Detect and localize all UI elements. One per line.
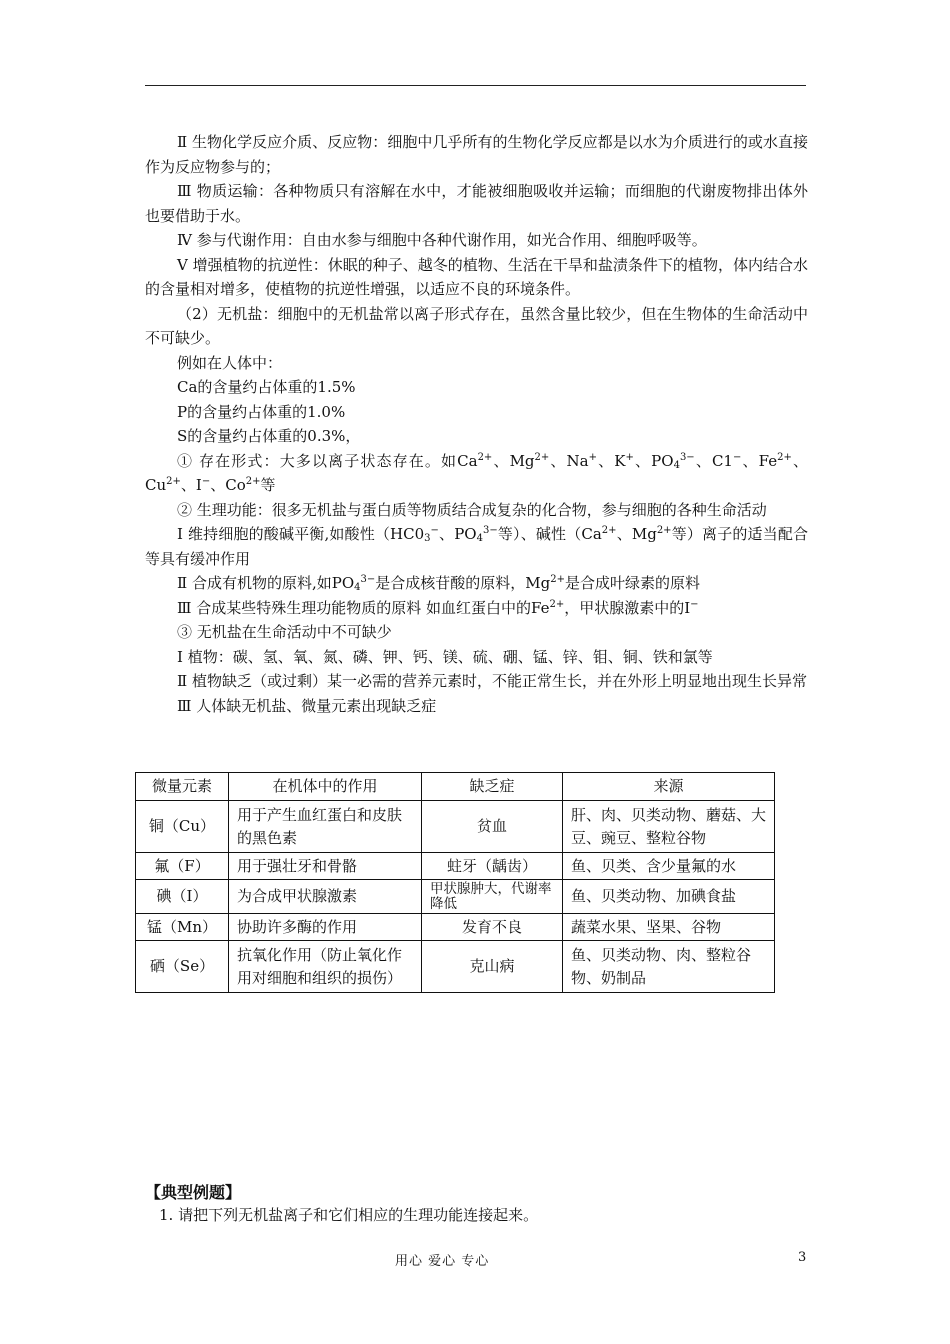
table-cell: 用于强壮牙和骨骼 [229, 853, 422, 880]
table-row [136, 801, 775, 853]
table-cell: 克山病 [422, 941, 563, 993]
paragraph: P的含量约占体重的1.0% [177, 402, 346, 421]
column-header: 来源 [563, 773, 775, 801]
paragraph: Ⅳ 参与代谢作用：自由水参与细胞中各种代谢作用，如光合作用、细胞呼吸等。 [177, 231, 707, 249]
table-cell: 蛀牙（龋齿） [422, 853, 563, 880]
footer-motto: 用心 爱心 专心 [395, 1254, 490, 1269]
paragraph: Ⅲ 人体缺无机盐、微量元素出现缺乏症 [177, 696, 437, 715]
paragraph: Ⅱ 生物化学反应介质、反应物：细胞中几乎所有的生物化学反应都是以水为介质进行的或水直接作为反应物参与的； [145, 133, 808, 176]
table-row [136, 941, 775, 993]
paragraph: Ⅲ 物质运输：各种物质只有溶解在水中，才能被细胞吸收并运输；而细胞的代谢废物排出体外也要借助于水。 [145, 182, 808, 225]
table-cell: 鱼、贝类动物、加碘食盐 [563, 880, 775, 914]
column-header: 在机体中的作用 [229, 773, 422, 801]
table-cell: 协助许多酶的作用 [229, 914, 422, 941]
column-header: 缺乏症 [422, 773, 563, 801]
table-row [136, 914, 775, 941]
table-cell: 甲状腺肿大，代谢率降低 [422, 880, 563, 914]
table-cell: 氟（F） [136, 853, 229, 880]
table-cell: 抗氧化作用（防止氧化作用对细胞和组织的损伤） [229, 941, 422, 993]
page-number: 3 [798, 1250, 807, 1265]
section-heading: 【典型例题】 [145, 1183, 242, 1202]
table-cell: 锰（Mn） [136, 914, 229, 941]
table-cell: 鱼、贝类、含少量氟的水 [563, 853, 775, 880]
table-row [136, 853, 775, 880]
table-row [136, 880, 775, 914]
paragraph: Ⅱ 植物缺乏（或过剩）某一必需的营养元素时，不能正常生长，并在外形上明显地出现生长异常 [177, 672, 807, 690]
body-text [145, 130, 808, 718]
table-cell: 碘（I） [136, 880, 229, 914]
header-rule [145, 85, 806, 86]
typical-examples [145, 1182, 538, 1226]
question-text: 1. 请把下列无机盐离子和它们相应的生理功能连接起来。 [159, 1206, 539, 1224]
paragraph: （2）无机盐：细胞中的无机盐常以离子形式存在，虽然含量比较少，但在生物体的生命活动中不可缺少。 [145, 304, 808, 347]
table-cell: 蔬菜水果、坚果、谷物 [563, 914, 775, 941]
paragraph: ③ 无机盐在生命活动中不可缺少 [177, 623, 392, 641]
table-cell: 发育不良 [422, 914, 563, 941]
organic-material-line: Ⅱ 合成有机物的原料,如$PO_4^{3-}$是合成核苷酸的原料，$Mg^{2+}$是合成叶绿素的原料 [177, 574, 700, 593]
paragraph: Ⅰ 植物：碳、氢、氧、氮、磷、钾、钙、镁、硫、硼、锰、锌、钼、铜、铁和氯等 [177, 647, 713, 666]
paragraph: Ca的含量约占体重的1.5% [177, 378, 356, 396]
special-material-line: Ⅲ 合成某些特殊生理功能物质的原料 如血红蛋白中的$Fe^{2+}$，甲状腺激素中的I− [177, 598, 699, 617]
buffer-line: Ⅰ 维持细胞的酸碱平衡,如酸性（$HC0_3^-$、$PO_4^{3-}$等）、碱性（$Ca^{2+}$、$Mg^{2+}$等）离子的适当配合等具有缓冲作用 [145, 525, 808, 568]
paragraph: S的含量约占体重的0.3%， [177, 427, 361, 445]
trace-elements-table [135, 772, 775, 993]
table-cell: 肝、肉、贝类动物、蘑菇、大豆、豌豆、整粒谷物 [563, 801, 775, 853]
table-cell: 铜（Cu） [136, 801, 229, 853]
paragraph: 例如在人体中： [177, 353, 283, 372]
column-header: 微量元素 [136, 773, 229, 801]
function-line: ② 生理功能：很多无机盐与蛋白质等物质结合成复杂的化合物，参与细胞的各种生命活动 [177, 500, 767, 519]
paragraph: Ⅴ 增强植物的抗逆性：休眠的种子、越冬的植物、生活在干旱和盐渍条件下的植物，体内结合水的含量相对增多，使植物的抗逆性增强，以适应不良的环境条件。 [145, 255, 808, 298]
table-cell: 用于产生血红蛋白和皮肤的黑色素 [229, 801, 422, 853]
table-cell: 贫血 [422, 801, 563, 853]
table-cell: 鱼、贝类动物、肉、整粒谷物、奶制品 [563, 941, 775, 993]
ion-forms-line: ① 存在形式：大多以离子状态存在。如$Ca^{2+}$、$Mg^{2+}$、Na+、K+、$PO_4^{3-}$、C1−、$Fe^{2+}$、$Cu^{2+}$、I−、$Co^{2+}$等 [145, 451, 808, 494]
table-cell: 硒（Se） [136, 941, 229, 993]
table-cell: 为合成甲状腺激素 [229, 880, 422, 914]
table-header-row [136, 773, 775, 801]
